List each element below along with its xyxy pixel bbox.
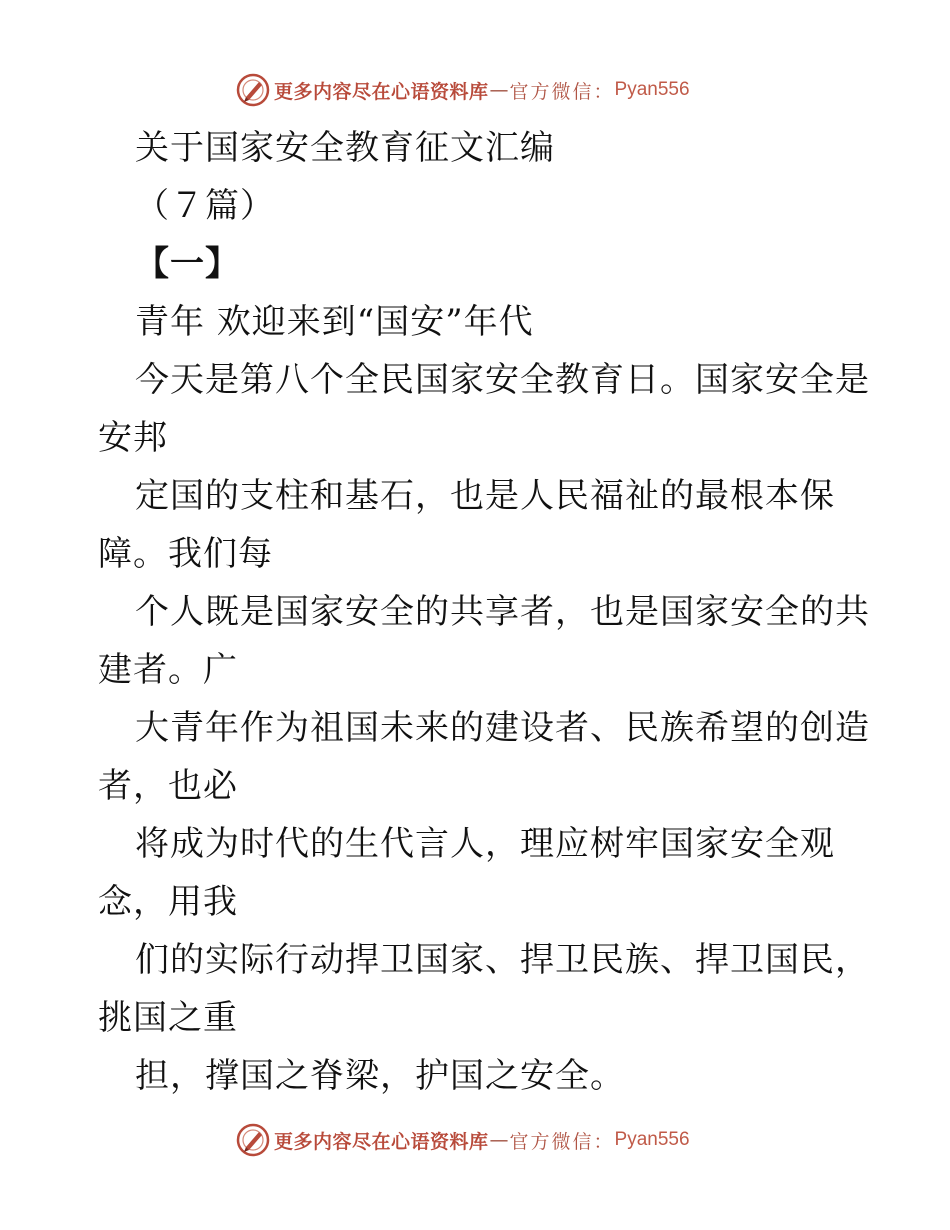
paragraph-line: 将成为时代的生代言人，理应树牢国家安全观 xyxy=(135,824,835,864)
watermark-wechat-id: Pyan556 xyxy=(614,79,690,100)
paragraph-line: 建者。广 xyxy=(98,650,238,690)
section-heading: 【一】 xyxy=(135,244,240,284)
paragraph-line: 者，也必 xyxy=(98,766,238,806)
pen-logo-icon xyxy=(236,1123,270,1157)
paragraph-line: 们的实际行动捍卫国家、捍卫民族、捍卫国民， xyxy=(135,940,870,980)
watermark-sub-text: 官方微信： xyxy=(509,80,615,103)
paragraph-line: 念，用我 xyxy=(98,882,238,922)
paragraph-line: 今天是第八个全民国家安全教育日。国家安全是 xyxy=(135,360,870,400)
paragraph-line: 个人既是国家安全的共享者，也是国家安全的共 xyxy=(135,592,870,632)
paragraph-line: 安邦 xyxy=(98,418,168,458)
paragraph-line: 担，撑国之脊梁，护国之安全。 xyxy=(135,1056,625,1096)
watermark-dash: — xyxy=(489,79,509,101)
footer-watermark-banner xyxy=(236,1122,690,1158)
paragraph-line: 挑国之重 xyxy=(98,998,238,1038)
article-title: 青年 欢迎来到“国安”年代 xyxy=(135,302,534,342)
header-watermark-banner xyxy=(236,72,690,108)
watermark-sub-text: 官方微信： xyxy=(509,1130,615,1153)
watermark-wechat-id: Pyan556 xyxy=(614,1129,690,1150)
pen-logo-icon xyxy=(236,73,270,107)
watermark-main-text: 更多内容尽在心语资料库 xyxy=(274,80,489,103)
document-subtitle: （７篇） xyxy=(135,186,275,226)
watermark-main-text: 更多内容尽在心语资料库 xyxy=(274,1130,489,1153)
paragraph-line: 大青年作为祖国未来的建设者、民族希望的创造 xyxy=(135,708,870,748)
paragraph-line: 障。我们每 xyxy=(98,534,273,574)
paragraph-line: 定国的支柱和基石，也是人民福祉的最根本保 xyxy=(135,476,835,516)
document-title: 关于国家安全教育征文汇编 xyxy=(135,128,555,168)
watermark-dash: — xyxy=(489,1129,509,1151)
